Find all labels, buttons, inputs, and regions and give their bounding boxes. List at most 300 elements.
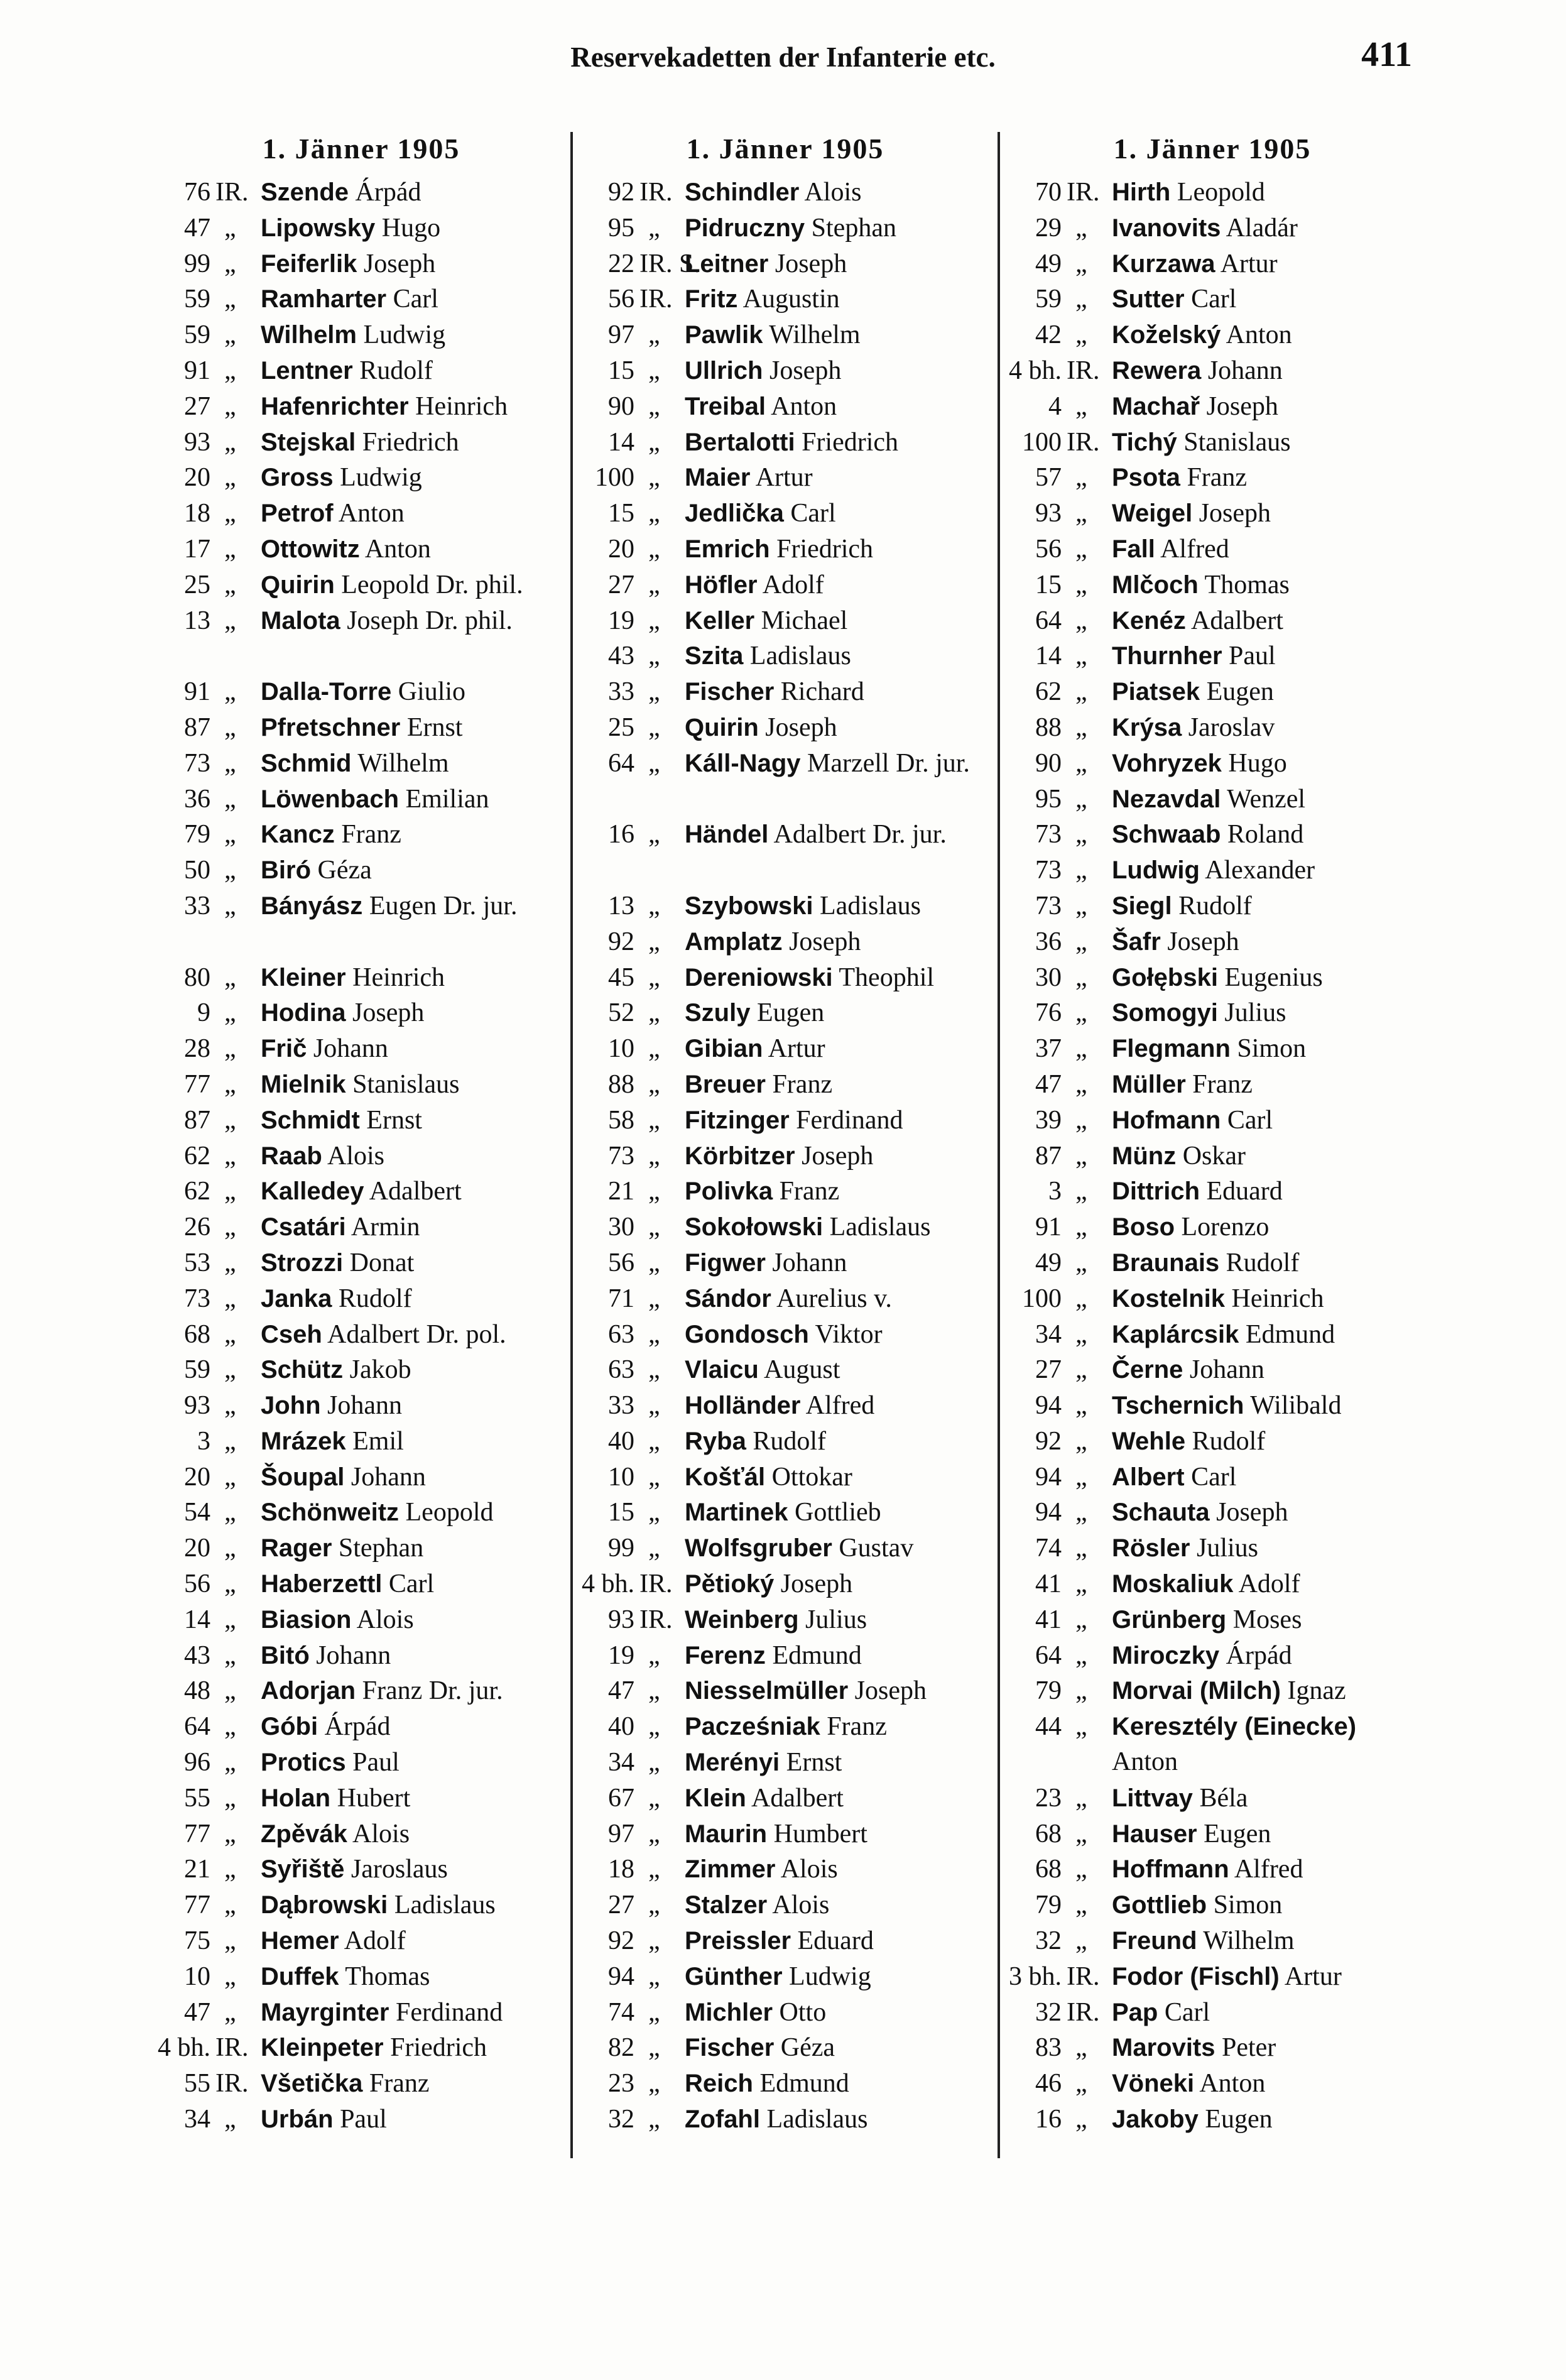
column-divider (998, 132, 1000, 2158)
list-item (1005, 1887, 1420, 1923)
regiment-number: 79 (1035, 1891, 1062, 1920)
surname: Morvai (Milch) (1112, 1677, 1281, 1705)
list-item (154, 317, 568, 353)
surname: Gibian (685, 1035, 763, 1063)
surname: Všetička (261, 2070, 363, 2098)
given-name: August (764, 1355, 840, 1385)
person-name (261, 567, 575, 603)
person-name (261, 1602, 575, 1637)
person-name (685, 1959, 999, 1994)
person-name (1112, 1317, 1426, 1352)
list-item (154, 1781, 568, 1816)
regiment-number: 10 (184, 1962, 210, 1991)
unit-type: „ (224, 784, 236, 814)
person-name (1112, 1209, 1426, 1245)
given-name: Donat (349, 1248, 415, 1277)
unit-type: „ (1075, 499, 1087, 528)
given-name: Franz (779, 1177, 840, 1206)
given-name: Ladislaus (749, 641, 851, 671)
given-name: Franz (369, 2069, 430, 2099)
unit-type: „ (1075, 1498, 1087, 1527)
list-item (578, 1709, 992, 1745)
unit-type: „ (224, 856, 236, 885)
list-item (578, 995, 992, 1031)
given-name: Wilhelm (357, 748, 449, 778)
regiment-number: 13 (184, 606, 210, 635)
list-item (1005, 246, 1420, 282)
surname: Hirth (1112, 178, 1171, 206)
given-name: Paul (352, 1748, 400, 1777)
given-name: Augustin (742, 285, 840, 314)
surname: Szita (685, 642, 744, 670)
given-name: Edmund (772, 1640, 862, 1670)
surname: Kurzawa (1112, 249, 1215, 278)
person-name (685, 246, 999, 281)
surname: Zofahl (685, 2105, 760, 2134)
person-name (1112, 317, 1426, 352)
person-name (1112, 1067, 1426, 1102)
regiment-number: 56 (184, 1569, 210, 1599)
given-name: Joseph (789, 927, 861, 956)
given-name: Stephan (338, 1534, 424, 1563)
unit-type: „ (1075, 998, 1087, 1028)
regiment-number: 34 (1035, 1319, 1062, 1349)
person-name (261, 389, 575, 424)
unit-type: „ (1075, 606, 1087, 635)
given-name: Adolf (762, 570, 824, 599)
list-item (154, 1887, 568, 1923)
surname: Keller (685, 606, 755, 635)
regiment-number: 25 (608, 712, 634, 742)
surname: Sutter (1112, 285, 1185, 314)
person-name (685, 817, 999, 852)
regiment-number: 40 (608, 1712, 634, 1742)
given-name: Wenzel (1227, 784, 1306, 814)
person-name (261, 1245, 575, 1280)
unit-type: „ (1075, 1676, 1087, 1706)
list-item (154, 1923, 568, 1959)
surname: Hofmann (1112, 1106, 1221, 1134)
person-name (261, 1495, 575, 1530)
list-item (578, 425, 992, 461)
regiment-number: 55 (184, 2069, 210, 2099)
unit-type: „ (648, 1640, 660, 1670)
person-name (1112, 2102, 1426, 2137)
regiment-number: 52 (608, 998, 634, 1028)
unit-type: „ (1075, 1712, 1087, 1742)
person-name (1112, 995, 1426, 1030)
regiment-number: 90 (1035, 748, 1062, 778)
regiment-number: 16 (608, 820, 634, 849)
regiment-number: 93 (608, 1605, 634, 1634)
surname: Szybowski (685, 892, 813, 920)
unit-type: „ (1075, 391, 1087, 421)
unit-type: „ (648, 998, 660, 1028)
list-item (154, 1174, 568, 1209)
person-name (685, 1317, 999, 1352)
surname: Weigel (1112, 499, 1193, 528)
list-item (578, 1602, 992, 1638)
surname: Hafenrichter (261, 392, 409, 420)
person-name (261, 853, 575, 888)
given-name: Johann (1207, 356, 1283, 385)
unit-type: IR. S. (639, 249, 700, 278)
given-name: Ignaz (1287, 1676, 1346, 1706)
person-name (685, 567, 999, 603)
regiment-number: 28 (184, 1034, 210, 1064)
unit-type: „ (648, 606, 660, 635)
regiment-number: 4 (1048, 391, 1062, 421)
list-item (1005, 1138, 1420, 1174)
list-item (154, 1852, 568, 1887)
regiment-number: 63 (608, 1319, 634, 1349)
list-item (154, 567, 568, 603)
regiment-number: 26 (184, 1213, 210, 1242)
regiment-number: 37 (1035, 1034, 1062, 1064)
given-name: Joseph (352, 998, 425, 1028)
list-item (154, 1138, 568, 1174)
surname: Miroczky (1112, 1641, 1220, 1669)
unit-type: „ (648, 1712, 660, 1742)
regiment-number: 95 (1035, 784, 1062, 814)
given-name: Thomas (1204, 570, 1290, 599)
unit-type: „ (224, 320, 236, 350)
regiment-number: 71 (608, 1284, 634, 1313)
regiment-number: 68 (1035, 1855, 1062, 1884)
person-name (685, 1352, 999, 1387)
given-name: Heinrich (415, 391, 508, 421)
surname: Psota (1112, 464, 1180, 492)
unit-type: „ (1075, 1319, 1087, 1349)
person-name (1112, 496, 1426, 531)
person-name (685, 674, 999, 709)
given-name: Hugo (381, 213, 441, 243)
person-name (261, 603, 575, 638)
regiment-number: 33 (184, 891, 210, 920)
list-item (1005, 1103, 1420, 1138)
surname: Fitzinger (685, 1106, 790, 1134)
list-item (578, 817, 992, 888)
regiment-number: 3 (197, 1426, 210, 1456)
unit-type: „ (224, 285, 236, 314)
list-item (154, 1602, 568, 1638)
given-name: Adalbert (751, 1783, 844, 1813)
person-name (685, 888, 999, 924)
list-item (1005, 1424, 1420, 1460)
given-name: Oskar (1182, 1141, 1246, 1171)
surname: Góbi (261, 1713, 318, 1741)
surname: Händel (685, 821, 769, 849)
unit-type: „ (648, 927, 660, 956)
regiment-number: 3 (1048, 1177, 1062, 1206)
list-item (578, 1852, 992, 1887)
surname: Jakoby (1112, 2105, 1199, 2134)
regiment-number: 54 (184, 1498, 210, 1527)
person-name (1112, 746, 1426, 781)
regiment-number: 64 (1035, 1640, 1062, 1670)
unit-type: „ (1075, 249, 1087, 278)
list-item (578, 460, 992, 496)
given-name: Árpád (355, 178, 421, 207)
regiment-number: 94 (1035, 1498, 1062, 1527)
list-item (154, 1495, 568, 1531)
unit-type: „ (1075, 1213, 1087, 1242)
person-name (261, 281, 575, 317)
list-item (578, 1638, 992, 1674)
surname: Löwenbach (261, 785, 400, 813)
list-item (1005, 281, 1420, 317)
unit-type: „ (224, 1569, 236, 1599)
surname: Káll-Nagy (685, 749, 801, 777)
given-name: Alois (780, 1855, 838, 1884)
person-name (261, 1103, 575, 1138)
unit-type: IR. (1067, 427, 1100, 457)
list-item (154, 532, 568, 567)
person-name (685, 995, 999, 1030)
list-item (154, 175, 568, 210)
regiment-number: 47 (184, 213, 210, 243)
surname: Holländer (685, 1392, 801, 1420)
regiment-number: 90 (608, 391, 634, 421)
regiment-number: 95 (608, 213, 634, 243)
regiment-number: 43 (184, 1640, 210, 1670)
unit-type: „ (224, 1069, 236, 1099)
list-item (154, 603, 568, 675)
unit-type: „ (224, 1177, 236, 1206)
unit-type: „ (224, 820, 236, 849)
person-name (1112, 353, 1426, 388)
regiment-number: 20 (184, 1534, 210, 1563)
given-name: Emilian (405, 784, 489, 814)
unit-type: „ (224, 677, 236, 707)
list-item (154, 1352, 568, 1388)
regiment-number: 77 (184, 1891, 210, 1920)
person-name (1112, 817, 1426, 852)
list-item (578, 674, 992, 710)
list-item (1005, 960, 1420, 996)
surname: Šafr (1112, 927, 1161, 956)
surname: Dalla-Torre (261, 678, 392, 706)
unit-type: „ (224, 1355, 236, 1385)
given-name: Eugen (756, 998, 825, 1028)
regiment-number: 14 (608, 427, 634, 457)
regiment-number: 92 (608, 178, 634, 207)
surname: Biasion (261, 1605, 352, 1634)
list-item (1005, 1566, 1420, 1602)
person-name (261, 2102, 575, 2137)
person-name (1112, 1174, 1426, 1209)
given-name: Friedrich (390, 2033, 487, 2063)
list-item (154, 496, 568, 532)
unit-type: „ (1075, 1605, 1087, 1634)
given-name: Jaroslav (1188, 712, 1275, 742)
person-name (261, 1209, 575, 1245)
given-name: Eugenius (1224, 963, 1323, 992)
list-item (578, 638, 992, 674)
surname: Braunais (1112, 1248, 1220, 1277)
regiment-number: 64 (608, 748, 634, 778)
regiment-number: 55 (184, 1783, 210, 1813)
person-name (261, 460, 575, 495)
surname: Somogyi (1112, 999, 1218, 1027)
surname: Adorjan (261, 1677, 356, 1705)
person-name (685, 924, 999, 959)
column-1 (154, 132, 568, 2137)
column-heading: 1. Jänner 1905 (262, 133, 460, 165)
surname: Jedlička (685, 499, 784, 528)
given-name: Theophil (839, 963, 935, 992)
list-item (578, 1138, 992, 1174)
person-name (1112, 1388, 1426, 1423)
surname: Mayrginter (261, 1998, 389, 2026)
surname: Niesselmüller (685, 1677, 849, 1705)
surname: Urbán (261, 2105, 334, 2134)
person-name (1112, 1531, 1426, 1566)
regiment-number: 82 (608, 2033, 634, 2063)
list-item (578, 1031, 992, 1067)
unit-type: „ (224, 1676, 236, 1706)
list-item (1005, 496, 1420, 532)
person-name (261, 1388, 575, 1423)
list-item (1005, 317, 1420, 353)
unit-type: „ (648, 1213, 660, 1242)
regiment-number: 29 (1035, 213, 1062, 243)
unit-type: „ (648, 1676, 660, 1706)
list-item (578, 1067, 992, 1103)
given-name: Emil (352, 1426, 404, 1456)
given-name: Ferdinand (796, 1105, 903, 1135)
surname: Bányász (261, 892, 363, 920)
list-item (1005, 1352, 1420, 1388)
person-name (261, 425, 575, 460)
regiment-number: 33 (608, 1391, 634, 1421)
given-name: Adalbert (369, 1177, 462, 1206)
surname: Fodor (Fischl) (1112, 1962, 1280, 1990)
list-item (1005, 1317, 1420, 1353)
person-name (1112, 1245, 1426, 1280)
given-name: Joseph (802, 1141, 874, 1171)
given-name: Artur (768, 1034, 825, 1064)
given-name: Béla (1199, 1783, 1248, 1813)
unit-type: „ (1075, 1426, 1087, 1456)
given-name: Géza (780, 2033, 835, 2063)
regiment-number: 73 (1035, 891, 1062, 920)
regiment-number: 68 (184, 1319, 210, 1349)
list-item (1005, 425, 1420, 461)
regiment-number: 45 (608, 963, 634, 992)
regiment-number: 21 (184, 1855, 210, 1884)
surname: Bitó (261, 1641, 310, 1669)
regiment-number: 16 (1035, 2105, 1062, 2134)
list-item (1005, 2102, 1420, 2137)
regiment-number: 93 (184, 1391, 210, 1421)
surname: Fritz (685, 285, 738, 314)
person-name (1112, 1103, 1426, 1138)
surname: Wilhelm (261, 321, 357, 349)
person-name (685, 1495, 999, 1530)
given-name: Ottokar (771, 1462, 852, 1492)
surname: Littvay (1112, 1784, 1193, 1812)
given-name: Anton (1199, 2069, 1266, 2099)
person-name (1112, 567, 1426, 603)
person-name (1112, 1031, 1426, 1066)
given-name: Wilhelm (1203, 1926, 1295, 1956)
list-item (154, 353, 568, 389)
list-item (1005, 1602, 1420, 1638)
person-name (261, 2066, 575, 2101)
regiment-number: 79 (1035, 1676, 1062, 1706)
list-item (154, 1460, 568, 1495)
given-name: Anton (771, 391, 837, 421)
regiment-number: 94 (608, 1962, 634, 1991)
surname: John (261, 1392, 321, 1420)
unit-type: „ (648, 391, 660, 421)
given-name: Adolf (1238, 1569, 1300, 1599)
regiment-number: 74 (608, 1997, 634, 2027)
surname: Freund (1112, 1927, 1197, 1955)
list-item (578, 1745, 992, 1781)
unit-type: „ (224, 1605, 236, 1634)
regiment-number: 32 (608, 2105, 634, 2134)
unit-type: „ (648, 1498, 660, 1527)
surname: Biró (261, 856, 311, 885)
regiment-number: 87 (184, 1105, 210, 1135)
person-name (1112, 1887, 1426, 1923)
list-item (1005, 924, 1420, 960)
regiment-number: 3 bh. (1009, 1962, 1062, 1991)
regiment-number: 10 (608, 1034, 634, 1064)
unit-type: „ (224, 1462, 236, 1492)
list-item (154, 1816, 568, 1852)
surname: Gottlieb (1112, 1891, 1207, 1919)
list-item (578, 1209, 992, 1245)
person-name (261, 710, 575, 745)
regiment-number: 59 (184, 1355, 210, 1385)
given-name: Ferdinand (396, 1997, 503, 2027)
list-item (154, 1709, 568, 1745)
list-item (1005, 853, 1420, 888)
list-item (154, 1959, 568, 1995)
surname: Wolfsgruber (685, 1534, 832, 1563)
regiment-number: 27 (184, 391, 210, 421)
given-name: Adalbert Dr. jur. (773, 820, 947, 849)
list-item (578, 1317, 992, 1353)
given-name: Julius (1224, 998, 1286, 1028)
person-name (685, 1138, 999, 1174)
surname: Csatári (261, 1213, 346, 1242)
list-item (154, 1995, 568, 2031)
list-item (578, 1673, 992, 1709)
list-item (154, 1424, 568, 1460)
person-name (261, 2030, 575, 2065)
person-name (685, 1995, 999, 2030)
list-item (1005, 782, 1420, 817)
unit-type: IR. (215, 2033, 249, 2063)
person-name (261, 1638, 575, 1673)
unit-type: „ (1075, 1177, 1087, 1206)
unit-type: „ (1075, 1391, 1087, 1421)
unit-type: „ (648, 534, 660, 564)
regiment-number: 40 (608, 1426, 634, 1456)
list-item (154, 674, 568, 710)
regiment-number: 67 (608, 1783, 634, 1813)
person-name (1112, 1852, 1426, 1887)
surname: Grünberg (1112, 1605, 1227, 1634)
regiment-number: 30 (1035, 963, 1062, 992)
list-item (1005, 210, 1420, 246)
surname: Kancz (261, 821, 335, 849)
given-name: Carl (1164, 1997, 1210, 2027)
